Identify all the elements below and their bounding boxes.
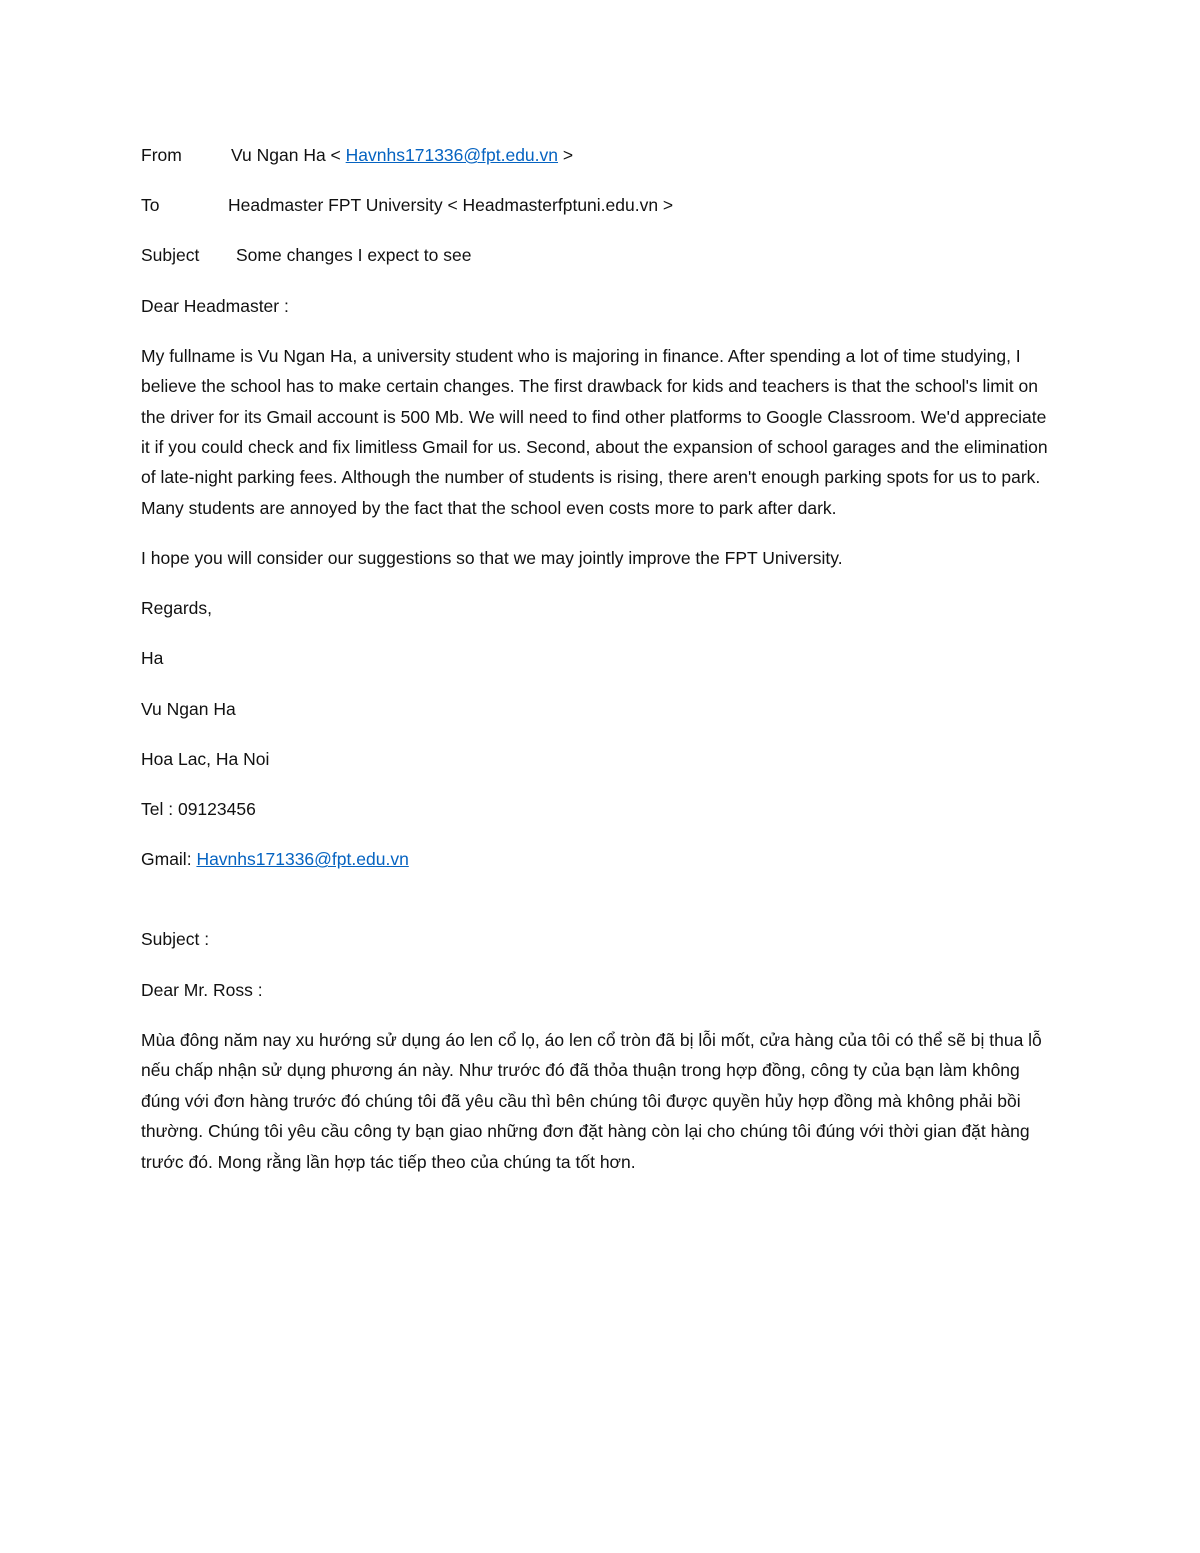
letter-body-paragraph: My fullname is Vu Ngan Ha, a university student who is majoring in finance. After spending a lot of time studying, I believe the school has to make certain changes. The first drawback for kids and teachers is that the school's limit on the driver for its Gmail account is 500 Mb. We will need to find other platforms to Google Classroom. We'd appreciate it if you could check and fix limitless Gmail for us. Second, about the expansion of school garages and the elimination of late-night parking fees. Although the number of students is rising, there aren't enough parking spots for us to park. Many students are annoyed by the fact that the school even costs more to park after dark.	[141, 345, 1048, 518]
blank-spacer	[141, 894, 1053, 924]
signature-full-name: Vu Ngan Ha	[141, 698, 236, 719]
from-name: Vu Ngan Ha <	[231, 145, 341, 165]
subject-label: Subject	[141, 245, 200, 266]
from-line	[141, 140, 1053, 170]
subject-value: Some changes I expect to see	[236, 245, 472, 266]
to-line	[141, 190, 1053, 220]
signature-address: Hoa Lac, Ha Noi	[141, 748, 270, 769]
from-suffix: >	[558, 145, 574, 165]
vietnamese-body-paragraph: Mùa đông năm nay xu hướng sử dụng áo len cổ lọ, áo len cổ tròn đã bị lỗi mốt, cửa hàng của tôi có thể sẽ bị thua lỗ nếu chấp nhận sử dụng phương án này. Như trước đó đã thỏa thuận trong hợp đồng, công ty của bạn làm không đúng với đơn hàng trước đó chúng tôi đã yêu cầu thì bên chúng tôi được quyền hủy hợp đồng mà không phải bồi thường. Chúng tôi yêu cầu công ty bạn giao những đơn đặt hàng còn lại cho chúng tôi đúng với thời gian đặt hàng trước đó. Mong rằng lần hợp tác tiếp theo của chúng ta tốt hơn.	[141, 1029, 1042, 1172]
subject-line	[141, 240, 1053, 270]
greeting-mr-ross: Dear Mr. Ross :	[141, 979, 263, 1000]
signature-gmail	[141, 844, 1053, 874]
signature-tel: Tel : 09123456	[141, 799, 256, 820]
gmail-label: Gmail:	[141, 849, 197, 870]
to-label: To	[141, 195, 160, 216]
from-label: From	[141, 145, 182, 165]
second-subject-line: Subject :	[141, 929, 210, 950]
regards-line: Regards,	[141, 598, 213, 619]
greeting-headmaster: Dear Headmaster :	[141, 295, 289, 316]
gmail-email-link[interactable]: Havnhs171336@fpt.edu.vn	[196, 849, 409, 870]
signature-short-name: Ha	[141, 648, 164, 669]
from-email-link[interactable]: Havnhs171336@fpt.edu.vn	[345, 145, 559, 165]
document-page	[141, 140, 1053, 1197]
closing-paragraph: I hope you will consider our suggestions so that we may jointly improve the FPT University.	[141, 548, 843, 569]
to-value: Headmaster FPT University < Headmasterfptuni.edu.vn >	[228, 195, 674, 216]
